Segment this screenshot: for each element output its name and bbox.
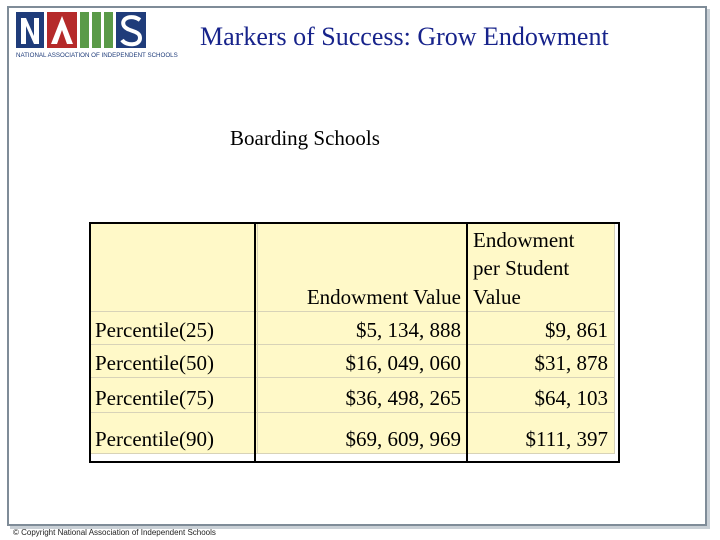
endowment-table <box>89 222 615 454</box>
table-row <box>90 312 615 345</box>
copyright-notice: © Copyright National Association of Independent Schools <box>13 528 216 537</box>
row-label: Percentile(75) <box>90 378 258 413</box>
row-per-student-value: $9, 861 <box>468 312 615 345</box>
table-column-divider <box>254 222 256 463</box>
table-row <box>90 345 615 378</box>
nais-logo <box>14 10 184 62</box>
table-header-row <box>90 223 615 312</box>
logo-text: NATIONAL ASSOCIATION OF INDEPENDENT SCHOOLS <box>16 52 178 59</box>
header-line-3: Value <box>473 284 521 309</box>
row-endowment-value: $69, 609, 969 <box>258 413 468 454</box>
row-label: Percentile(25) <box>90 312 258 345</box>
section-subtitle: Boarding Schools <box>230 126 380 150</box>
header-empty-cell <box>90 223 258 312</box>
row-endowment-value: $16, 049, 060 <box>258 345 468 378</box>
row-label: Percentile(90) <box>90 413 258 454</box>
table-column-divider <box>466 222 468 463</box>
row-per-student-value: $31, 878 <box>468 345 615 378</box>
header-line-2: per Student <box>473 256 570 280</box>
table-row <box>90 378 615 413</box>
header-line-1: Endowment <box>473 227 575 252</box>
row-per-student-value: $64, 103 <box>468 378 615 413</box>
row-label: Percentile(50) <box>90 345 258 378</box>
row-per-student-value: $111, 397 <box>468 413 615 454</box>
header-endowment-per-student <box>468 223 615 312</box>
table-row <box>90 413 615 454</box>
row-endowment-value: $36, 498, 265 <box>258 378 468 413</box>
row-endowment-value: $5, 134, 888 <box>258 312 468 345</box>
page-title: Markers of Success: Grow Endowment <box>200 22 609 51</box>
header-endowment-value: Endowment Value <box>258 223 468 312</box>
